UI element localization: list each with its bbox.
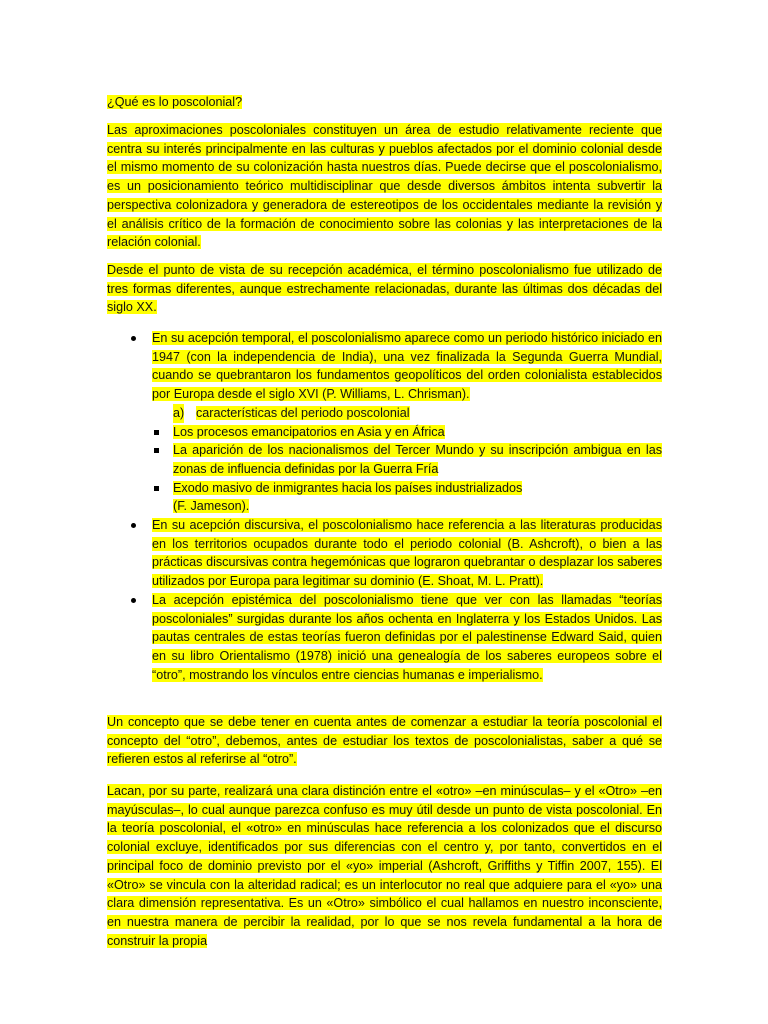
paragraph-otro-concept [107,713,662,769]
list-item [107,329,662,404]
sublist-item-text: La aparición de los nacionalismos del Tercer Mundo y su inscripción ambigua en las zonas de influencia definidas por la Guerra Fría [173,443,662,476]
paragraph-lacan-text: Lacan, por su parte, realizará una clara distinción entre el «otro» –en minúsculas– y el «Otro» –en mayúsculas–, lo cual aunque parezca confuso es muy útil desde un punto de vista poscolonial. En la teoría poscolonial, el «otro» en minúsculas hace referencia a los colonizados que el discurso colonial excluye, identificados por sus diferencias con el centro y, por tanto, convertidos en el principal foco de dominio previsto por el «yo» imperial (Ashcroft, Griffiths y Tiffin 2007, 155). El «Otro» se vincula con la alteridad radical; es un interlocutor no real que adquiere para el «yo» una clara dimensión representativa. Es un «Otro» simbólico el cual hallamos en nuestro inconsciente, en nuestra manera de percibir la realidad, por lo que se nos revela fundamental a la hora de construir la propia [107,784,662,948]
bullet-icon [131,523,136,528]
square-bullet-icon [154,486,159,491]
list-item-text: En su acepción temporal, el poscolonialismo aparece como un periodo histórico iniciado en 1947 (con la independencia de India), una vez finalizada la Segunda Guerra Mundial, cuando se quebrantaron los fundamentos geopolíticos del orden colonialista establecidos por Europa desde el siglo XVI (P. Williams, L. Chrisman). [152,331,662,402]
bullet-icon [131,336,136,341]
sublist-item [107,423,662,442]
page-title-text: ¿Qué es lo poscolonial? [107,95,243,109]
paragraph-intro-text: Las aproximaciones poscoloniales constituyen un área de estudio relativamente reciente que centra su interés principalmente en las culturas y pueblos afectados por el dominio colonial desde el mismo momento de su colonización hasta nuestros días. Puede decirse que el poscolonialismo, es un posicionamiento teórico multidisciplinar que desde diversos ámbitos intenta subvertir la perspectiva colonizadora y generadora de estereotipos de los occidentales mediante la revisión y el análisis crítico de la formación de conocimiento sobre las colonias y las interpretaciones de la relación colonial. [107,123,662,250]
sublist-author [107,497,662,516]
square-bullet-icon [154,448,159,453]
sublist-author-text: (F. Jameson). [173,499,250,514]
bullet-list [107,329,662,684]
sublist-item [107,441,662,478]
list-item-text: En su acepción discursiva, el poscolonialismo hace referencia a las literaturas producidas en los territorios ocupados durante todo el periodo colonial (B. Ashcroft), o bien a las prácticas discursivas contra hegemónicas que lograron quebrantar o desplazar los saberes utilizados por Europa para legitimar su dominio (E. Shoat, M. L. Pratt). [152,518,662,589]
sublist-item-text: Los procesos emancipatorios en Asia y en África [173,424,445,439]
page-title [107,93,662,112]
paragraph-reception-text: Desde el punto de vista de su recepción académica, el término poscolonialismo fue utilizado de tres formas diferentes, aunque estrechamente relacionadas, durante las últimas dos décadas del siglo XX. [107,263,662,315]
sublist-heading-text: características del periodo poscolonial [196,405,410,420]
paragraph-lacan [107,782,662,950]
list-item [107,591,662,685]
sublist-letter: a) [173,404,184,423]
list-item-text: La acepción epistémica del poscolonialismo tiene que ver con las llamadas “teorías poscoloniales” surgidas durante los años ochenta en Inglaterra y los Estados Unidos. Las pautas centrales de estas teorías fueron definidas por el palestinense Edward Said, quien en su libro Orientalismo (1978) inició una genealogía de los saberes europeos sobre el “otro”, mostrando los vínculos entre ciencias humanas e imperialismo. [152,592,662,682]
sublist-item-text: Exodo masivo de inmigrantes hacia los países industrializados [173,480,523,495]
list-item [107,516,662,591]
sublist-item [107,479,662,498]
sublist-heading [107,404,662,423]
paragraph-reception [107,261,662,317]
bullet-icon [131,598,136,603]
paragraph-intro [107,121,662,252]
paragraph-otro-concept-text: Un concepto que se debe tener en cuenta antes de comenzar a estudiar la teoría poscolonial el concepto del “otro”, debemos, antes de estudiar los textos de poscolonialistas, saber a qué se refieren estos al referirse al “otro”. [107,715,662,767]
square-bullet-icon [154,430,159,435]
